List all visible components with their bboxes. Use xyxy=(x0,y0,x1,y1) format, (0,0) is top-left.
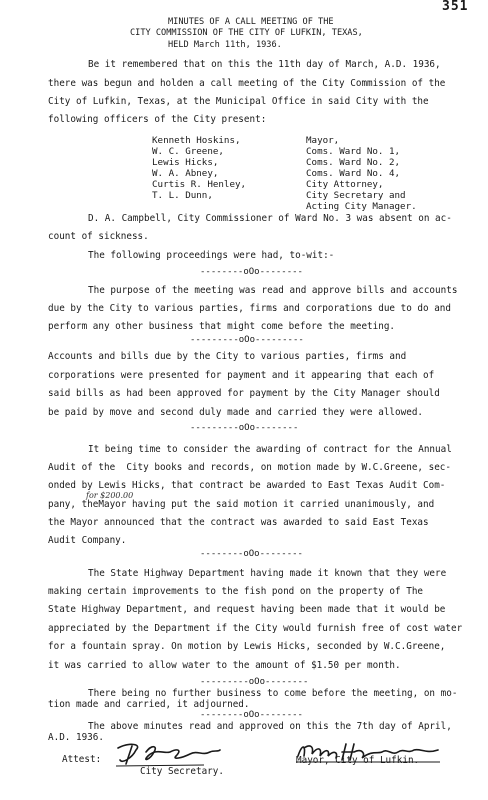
audit-line-6: Audit Company. xyxy=(48,535,127,546)
intro-line-2: there was begun and holden a call meeting of the City Commission of the xyxy=(48,78,446,89)
header-line-2: CITY COMMISSION OF THE CITY OF LUFKIN, TEXAS, xyxy=(130,28,363,38)
officer-title: City Secretary and xyxy=(306,190,406,201)
header-line-1: MINUTES OF A CALL MEETING OF THE xyxy=(168,17,334,27)
approval-line-1: The above minutes read and approved on this the 7th day of April, xyxy=(88,721,452,732)
officer-title: Coms. Ward No. 4, xyxy=(306,168,401,179)
highway-line-4: appreciated by the Department if the City would furnish free of cost water xyxy=(48,623,463,634)
header-line-3: HELD March 11th, 1936. xyxy=(168,40,282,50)
officer-title: City Attorney, xyxy=(306,179,384,190)
separator: --------oOo-------- xyxy=(200,710,303,720)
proceedings-line: The following proceedings were had, to-wit:- xyxy=(88,250,335,261)
highway-line-6: it was carried to allow water to the amount of $1.50 per month. xyxy=(48,660,401,671)
audit-line-3: onded by Lewis Hicks, that contract be awarded to East Texas Audit Com- xyxy=(48,480,446,491)
closing-line-1: There being no further business to come before the meeting, on mo- xyxy=(88,688,458,699)
separator: ---------oOo-------- xyxy=(190,423,299,433)
officer-name: Kenneth Hoskins, xyxy=(152,135,241,146)
highway-line-2: making certain improvements to the fish pond on the property of The xyxy=(48,586,424,597)
audit-line-4: pany, theMayor having put the said motion it carried unanimously, and xyxy=(48,499,435,510)
closing-line-2: tion made and carried, it adjourned. xyxy=(48,699,250,710)
highway-line-3: State Highway Department, and request having been made that it would be xyxy=(48,604,446,615)
officer-name: Curtis R. Henley, xyxy=(152,179,247,190)
city-secretary-title: City Secretary. xyxy=(140,766,224,777)
accounts-line-3: said bills as had been approved for payment by the City Manager should xyxy=(48,388,440,399)
purpose-line-1: The purpose of the meeting was read and approve bills and accounts xyxy=(88,285,458,296)
absent-line-2: count of sickness. xyxy=(48,231,149,242)
intro-line-1: Be it remembered that on this the 11th day of March, A.D. 1936, xyxy=(88,59,441,70)
officer-title: Coms. Ward No. 1, xyxy=(306,146,401,157)
absent-line-1: D. A. Campbell, City Commissioner of Ward No. 3 was absent on ac- xyxy=(88,213,452,224)
officer-name: Lewis Hicks, xyxy=(152,157,219,168)
officer-name: W. A. Abney, xyxy=(152,168,219,179)
officer-name: W. C. Greene, xyxy=(152,146,224,157)
purpose-line-2: due by the City to various parties, firms and corporations due to do and xyxy=(48,303,451,314)
officer-title: Coms. Ward No. 2, xyxy=(306,157,401,168)
audit-line-5: the Mayor announced that the contract was awarded to said East Texas xyxy=(48,517,429,528)
accounts-line-4: be paid by move and second duly made and carried they were allowed. xyxy=(48,407,424,418)
intro-line-3: City of Lufkin, Texas, at the Municipal Office in said City with the xyxy=(48,96,429,107)
accounts-line-2: corporations were presented for payment and it appearing that each of xyxy=(48,370,435,381)
separator: ---------oOo-------- xyxy=(200,677,309,687)
attest-label: Attest: xyxy=(62,754,102,765)
intro-line-4: following officers of the City present: xyxy=(48,114,267,125)
audit-line-1: It being time to consider the awarding of contract for the Annual xyxy=(88,444,452,455)
separator: --------oOo-------- xyxy=(200,549,303,559)
highway-line-1: The State Highway Department having made it known that they were xyxy=(88,568,447,579)
accounts-line-1: Accounts and bills due by the City to various parties, firms and xyxy=(48,351,407,362)
highway-line-5: for a fountain spray. On motion by Lewis Hicks, seconded by W.C.Greene, xyxy=(48,641,446,652)
separator: --------oOo-------- xyxy=(200,267,303,277)
officer-title: Acting City Manager. xyxy=(306,201,417,212)
separator: ---------oOo--------- xyxy=(190,335,304,345)
officer-name: T. L. Dunn, xyxy=(152,190,213,201)
approval-line-2: A.D. 1936. xyxy=(48,732,104,743)
mayor-title: Mayor, City of Lufkin. xyxy=(296,755,420,766)
audit-line-2: Audit of the City books and records, on motion made by W.C.Greene, sec- xyxy=(48,462,451,473)
page-number: 351 xyxy=(442,0,469,14)
officer-title: Mayor, xyxy=(306,135,340,146)
handwritten-insert: for $200.00 xyxy=(86,491,134,500)
purpose-line-3: perform any other business that might come before the meeting. xyxy=(48,321,396,332)
